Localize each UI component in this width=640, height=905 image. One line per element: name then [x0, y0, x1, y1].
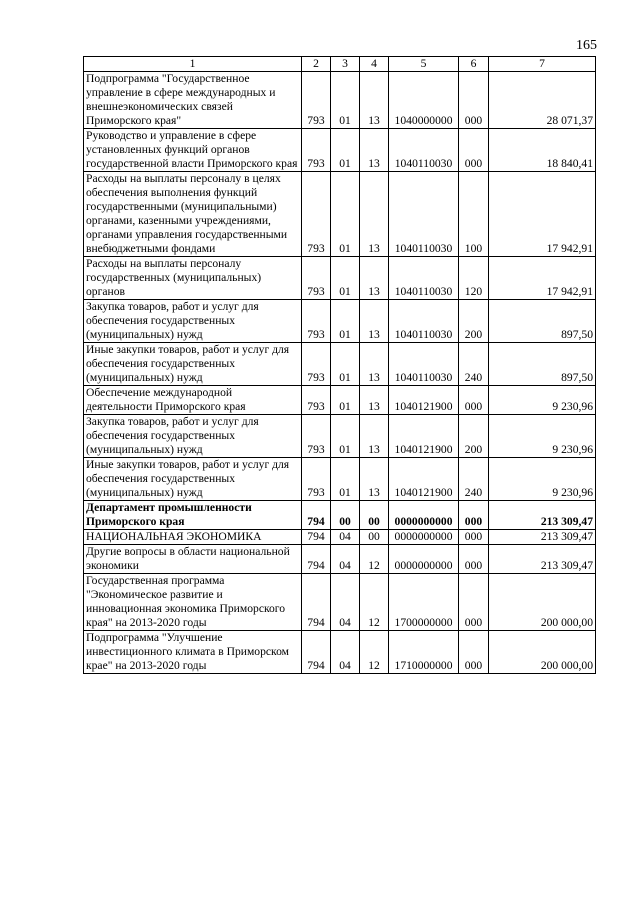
row-sum-cell: 213 309,47 — [489, 501, 596, 530]
row-vr-cell: 120 — [459, 257, 489, 300]
row-name-cell: Закупка товаров, работ и услуг для обеспечения государственных (муниципальных) нужд — [84, 300, 302, 343]
row-vr-cell: 000 — [459, 72, 489, 129]
row-sum-cell: 213 309,47 — [489, 545, 596, 574]
header-col-4: 4 — [360, 57, 389, 72]
page-number: 165 — [576, 38, 597, 53]
row-ved-cell: 794 — [302, 631, 331, 674]
table-row — [84, 501, 596, 530]
row-ved-cell: 793 — [302, 343, 331, 386]
row-ved-cell: 793 — [302, 72, 331, 129]
row-csr-cell: 1700000000 — [389, 574, 459, 631]
row-sum-cell: 200 000,00 — [489, 631, 596, 674]
row-name-cell: Подпрограмма "Улучшение инвестиционного климата в Приморском крае" на 2013-2020 годы — [84, 631, 302, 674]
row-csr-cell: 1040000000 — [389, 72, 459, 129]
row-name-cell: НАЦИОНАЛЬНАЯ ЭКОНОМИКА — [84, 530, 302, 545]
table-row — [84, 415, 596, 458]
row-ved-cell: 793 — [302, 172, 331, 257]
row-name-cell: Расходы на выплаты персоналу государственных (муниципальных) органов — [84, 257, 302, 300]
row-csr-cell: 1040110030 — [389, 129, 459, 172]
row-rz-cell: 01 — [331, 415, 360, 458]
row-vr-cell: 000 — [459, 545, 489, 574]
row-rz-cell: 01 — [331, 386, 360, 415]
row-pr-cell: 12 — [360, 631, 389, 674]
row-rz-cell: 01 — [331, 172, 360, 257]
row-csr-cell: 1040121900 — [389, 458, 459, 501]
row-pr-cell: 13 — [360, 300, 389, 343]
row-csr-cell: 1040121900 — [389, 386, 459, 415]
table-row — [84, 574, 596, 631]
row-vr-cell: 000 — [459, 386, 489, 415]
row-csr-cell: 0000000000 — [389, 501, 459, 530]
row-vr-cell: 100 — [459, 172, 489, 257]
table-row — [84, 386, 596, 415]
row-sum-cell: 17 942,91 — [489, 172, 596, 257]
row-vr-cell: 000 — [459, 501, 489, 530]
row-vr-cell: 000 — [459, 574, 489, 631]
header-col-7: 7 — [489, 57, 596, 72]
table-row — [84, 631, 596, 674]
row-pr-cell: 00 — [360, 530, 389, 545]
row-csr-cell: 1040110030 — [389, 343, 459, 386]
row-ved-cell: 794 — [302, 574, 331, 631]
row-csr-cell: 1710000000 — [389, 631, 459, 674]
row-name-cell: Обеспечение международной деятельности Приморского края — [84, 386, 302, 415]
row-rz-cell: 01 — [331, 72, 360, 129]
row-pr-cell: 12 — [360, 574, 389, 631]
row-csr-cell: 1040110030 — [389, 257, 459, 300]
row-ved-cell: 793 — [302, 415, 331, 458]
table-row — [84, 300, 596, 343]
row-pr-cell: 13 — [360, 458, 389, 501]
row-csr-cell: 0000000000 — [389, 545, 459, 574]
row-vr-cell: 000 — [459, 631, 489, 674]
table-row — [84, 545, 596, 574]
row-name-cell: Другие вопросы в области национальной экономики — [84, 545, 302, 574]
table-row — [84, 72, 596, 129]
table-row — [84, 530, 596, 545]
header-row — [84, 57, 596, 72]
row-pr-cell: 13 — [360, 415, 389, 458]
budget-table — [83, 56, 596, 674]
row-sum-cell: 9 230,96 — [489, 386, 596, 415]
row-ved-cell: 794 — [302, 501, 331, 530]
row-ved-cell: 794 — [302, 545, 331, 574]
header-col-6: 6 — [459, 57, 489, 72]
row-ved-cell: 793 — [302, 458, 331, 501]
row-pr-cell: 13 — [360, 386, 389, 415]
row-sum-cell: 213 309,47 — [489, 530, 596, 545]
row-name-cell: Департамент промышленности Приморского края — [84, 501, 302, 530]
row-ved-cell: 793 — [302, 257, 331, 300]
row-vr-cell: 240 — [459, 343, 489, 386]
table-row — [84, 343, 596, 386]
row-sum-cell: 200 000,00 — [489, 574, 596, 631]
row-rz-cell: 01 — [331, 458, 360, 501]
row-vr-cell: 240 — [459, 458, 489, 501]
row-ved-cell: 793 — [302, 386, 331, 415]
table-row — [84, 257, 596, 300]
row-name-cell: Подпрограмма "Государственное управление в сфере международных и внешнеэкономических связей Приморского края" — [84, 72, 302, 129]
row-name-cell: Иные закупки товаров, работ и услуг для обеспечения государственных (муниципальных) нужд — [84, 343, 302, 386]
row-rz-cell: 01 — [331, 129, 360, 172]
row-rz-cell: 04 — [331, 530, 360, 545]
row-name-cell: Государственная программа "Экономическое развитие и инновационная экономика Приморского края" на 2013-2020 годы — [84, 574, 302, 631]
row-ved-cell: 793 — [302, 300, 331, 343]
header-col-1: 1 — [84, 57, 302, 72]
row-vr-cell: 200 — [459, 300, 489, 343]
row-csr-cell: 1040110030 — [389, 172, 459, 257]
table-row — [84, 458, 596, 501]
row-name-cell: Руководство и управление в сфере установленных функций органов государственной власти Приморского края — [84, 129, 302, 172]
row-ved-cell: 793 — [302, 129, 331, 172]
row-sum-cell: 9 230,96 — [489, 458, 596, 501]
row-pr-cell: 13 — [360, 257, 389, 300]
row-pr-cell: 13 — [360, 343, 389, 386]
row-rz-cell: 00 — [331, 501, 360, 530]
row-rz-cell: 04 — [331, 574, 360, 631]
table-row — [84, 129, 596, 172]
row-csr-cell: 0000000000 — [389, 530, 459, 545]
row-vr-cell: 000 — [459, 530, 489, 545]
row-name-cell: Расходы на выплаты персоналу в целях обеспечения выполнения функций государственными (муниципальными) органами, казенными учреждениями, органами управления государственными внебюджетными фондами — [84, 172, 302, 257]
row-pr-cell: 00 — [360, 501, 389, 530]
row-rz-cell: 04 — [331, 631, 360, 674]
row-csr-cell: 1040121900 — [389, 415, 459, 458]
row-sum-cell: 18 840,41 — [489, 129, 596, 172]
header-col-2: 2 — [302, 57, 331, 72]
row-rz-cell: 01 — [331, 300, 360, 343]
header-col-3: 3 — [331, 57, 360, 72]
header-col-5: 5 — [389, 57, 459, 72]
row-pr-cell: 12 — [360, 545, 389, 574]
row-ved-cell: 794 — [302, 530, 331, 545]
row-rz-cell: 04 — [331, 545, 360, 574]
row-name-cell: Иные закупки товаров, работ и услуг для обеспечения государственных (муниципальных) нужд — [84, 458, 302, 501]
table-row — [84, 172, 596, 257]
budget-table-body — [84, 72, 596, 674]
row-sum-cell: 17 942,91 — [489, 257, 596, 300]
row-csr-cell: 1040110030 — [389, 300, 459, 343]
row-sum-cell: 897,50 — [489, 300, 596, 343]
row-rz-cell: 01 — [331, 257, 360, 300]
row-sum-cell: 28 071,37 — [489, 72, 596, 129]
row-pr-cell: 13 — [360, 172, 389, 257]
row-rz-cell: 01 — [331, 343, 360, 386]
row-sum-cell: 9 230,96 — [489, 415, 596, 458]
row-name-cell: Закупка товаров, работ и услуг для обеспечения государственных (муниципальных) нужд — [84, 415, 302, 458]
row-pr-cell: 13 — [360, 129, 389, 172]
row-sum-cell: 897,50 — [489, 343, 596, 386]
row-vr-cell: 200 — [459, 415, 489, 458]
row-pr-cell: 13 — [360, 72, 389, 129]
row-vr-cell: 000 — [459, 129, 489, 172]
